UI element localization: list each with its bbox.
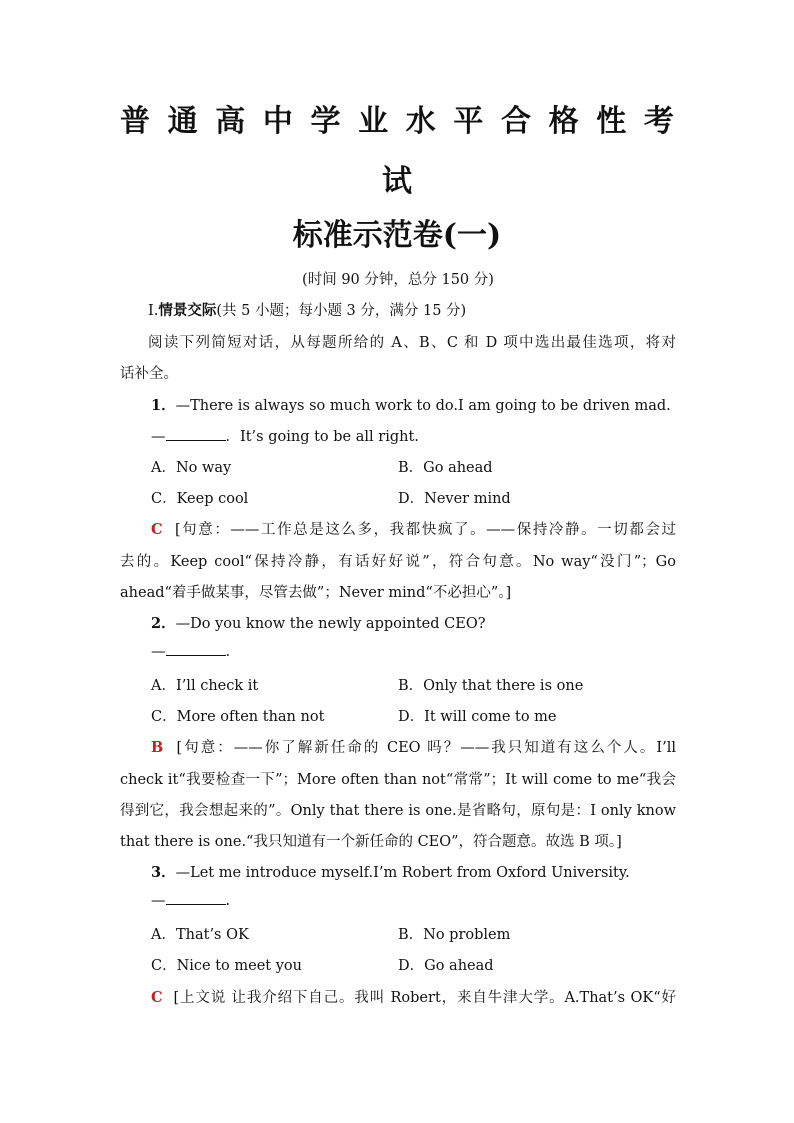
title-char: 业 [358,104,389,139]
option-b: B．Only that there is one [398,678,584,694]
reply-text: . [225,644,231,660]
option-d: D．It will come to me [398,709,557,725]
reply-dash: — [151,893,166,909]
option-c: C．Keep cool [151,491,249,507]
section-instruction: 阅读下列简短对话，从每题所给的 A、B、C 和 D 项中选出最佳选项，将对 [148,335,676,351]
answer-letter: B [151,739,164,756]
answer-letter: C [151,989,163,1006]
reply-dash: — [151,429,166,445]
explanation-line [151,736,676,757]
option-b: B．No problem [398,927,511,943]
title-char: 格 [548,104,579,139]
option-c: C．More often than not [151,709,325,725]
title-char: 普 [120,104,150,139]
title-char: 平 [453,104,484,139]
title-char: 考 [643,104,674,139]
title-char: 通 [167,104,198,139]
option-d: D．Never mind [398,491,511,507]
section-heading-bold: 情景交际 [158,302,217,319]
option-a: A．I’ll check it [151,678,259,694]
explanation-line: that there is one.“我只知道有一个新任命的 CEO”，符合题意。故选 B 项。] [120,834,622,850]
option-d: D．Go ahead [398,958,494,974]
exam-subtitle: 标准示范卷(一) [292,218,502,253]
explanation-line [151,986,676,1007]
explanation-text: [句意：——工作总是这么多，我都快疯了。——保持冷静。一切都会过 [174,522,677,538]
option-c: C．Nice to meet you [151,958,303,974]
question-number: 3． [151,864,176,881]
reply-dash: — [151,644,166,660]
option-b: B．Go ahead [398,460,493,476]
exam-info: (时间 90 分钟，总分 150 分) [302,272,494,288]
explanation-line: 去的。Keep cool“保持冷静，有话好好说”，符合句意。No way“没门”；Go [120,554,676,570]
explanation-line [151,518,676,539]
reply-text: . [225,893,231,909]
title-char: 学 [310,104,341,139]
exam-title [120,96,674,139]
title-char: 高 [215,104,246,139]
question-prompt [151,861,707,882]
explanation-line: 得到它，我会想起来的”。Only that there is one.是省略句，原句是：I only know [120,803,676,819]
explanation-text: [上文说 让我介绍下自己。我叫 Robert，来自牛津大学。A.That’s OK“好 [173,990,677,1006]
option-a: A．That’s OK [151,927,249,943]
question-text: —Do you know the newly appointed CEO? [175,616,486,632]
answer-blank [166,643,226,656]
exam-title-continued: 试 [382,164,412,199]
section-heading-rest: (共 5 小题；每小题 3 分，满分 15 分) [216,303,467,319]
question-text: —There is always so much work to do.I am going to be driven mad. [175,398,671,414]
explanation-line: check it“我要检查一下”；More often than not“常常”；It will come to me“我会 [120,772,676,788]
reply-text: ．It’s going to be all right. [225,429,419,445]
question-reply [151,425,707,446]
question-prompt [151,394,707,415]
explanation-text: [句意：——你了解新任命的 CEO 吗？——我只知道有这么个人。I’ll [176,740,676,756]
answer-letter: C [151,521,163,538]
answer-blank [166,428,226,441]
answer-blank [166,892,226,905]
question-text: —Let me introduce myself.I’m Robert from Oxford University. [175,865,630,881]
question-number: 2． [151,615,176,632]
explanation-line: ahead“着手做某事，尽管去做”；Never mind“不必担心”。] [120,585,512,601]
question-number: 1． [151,397,176,414]
section-heading [148,299,704,320]
question-prompt [151,612,707,633]
question-reply [151,892,707,909]
title-char: 性 [596,104,627,139]
section-instruction-cont: 话补全。 [120,366,178,382]
title-char: 中 [262,104,293,139]
title-char: 水 [405,104,436,139]
section-roman: Ⅰ. [148,303,159,319]
option-a: A．No way [151,460,232,476]
question-reply [151,643,707,660]
title-char: 合 [501,104,531,139]
